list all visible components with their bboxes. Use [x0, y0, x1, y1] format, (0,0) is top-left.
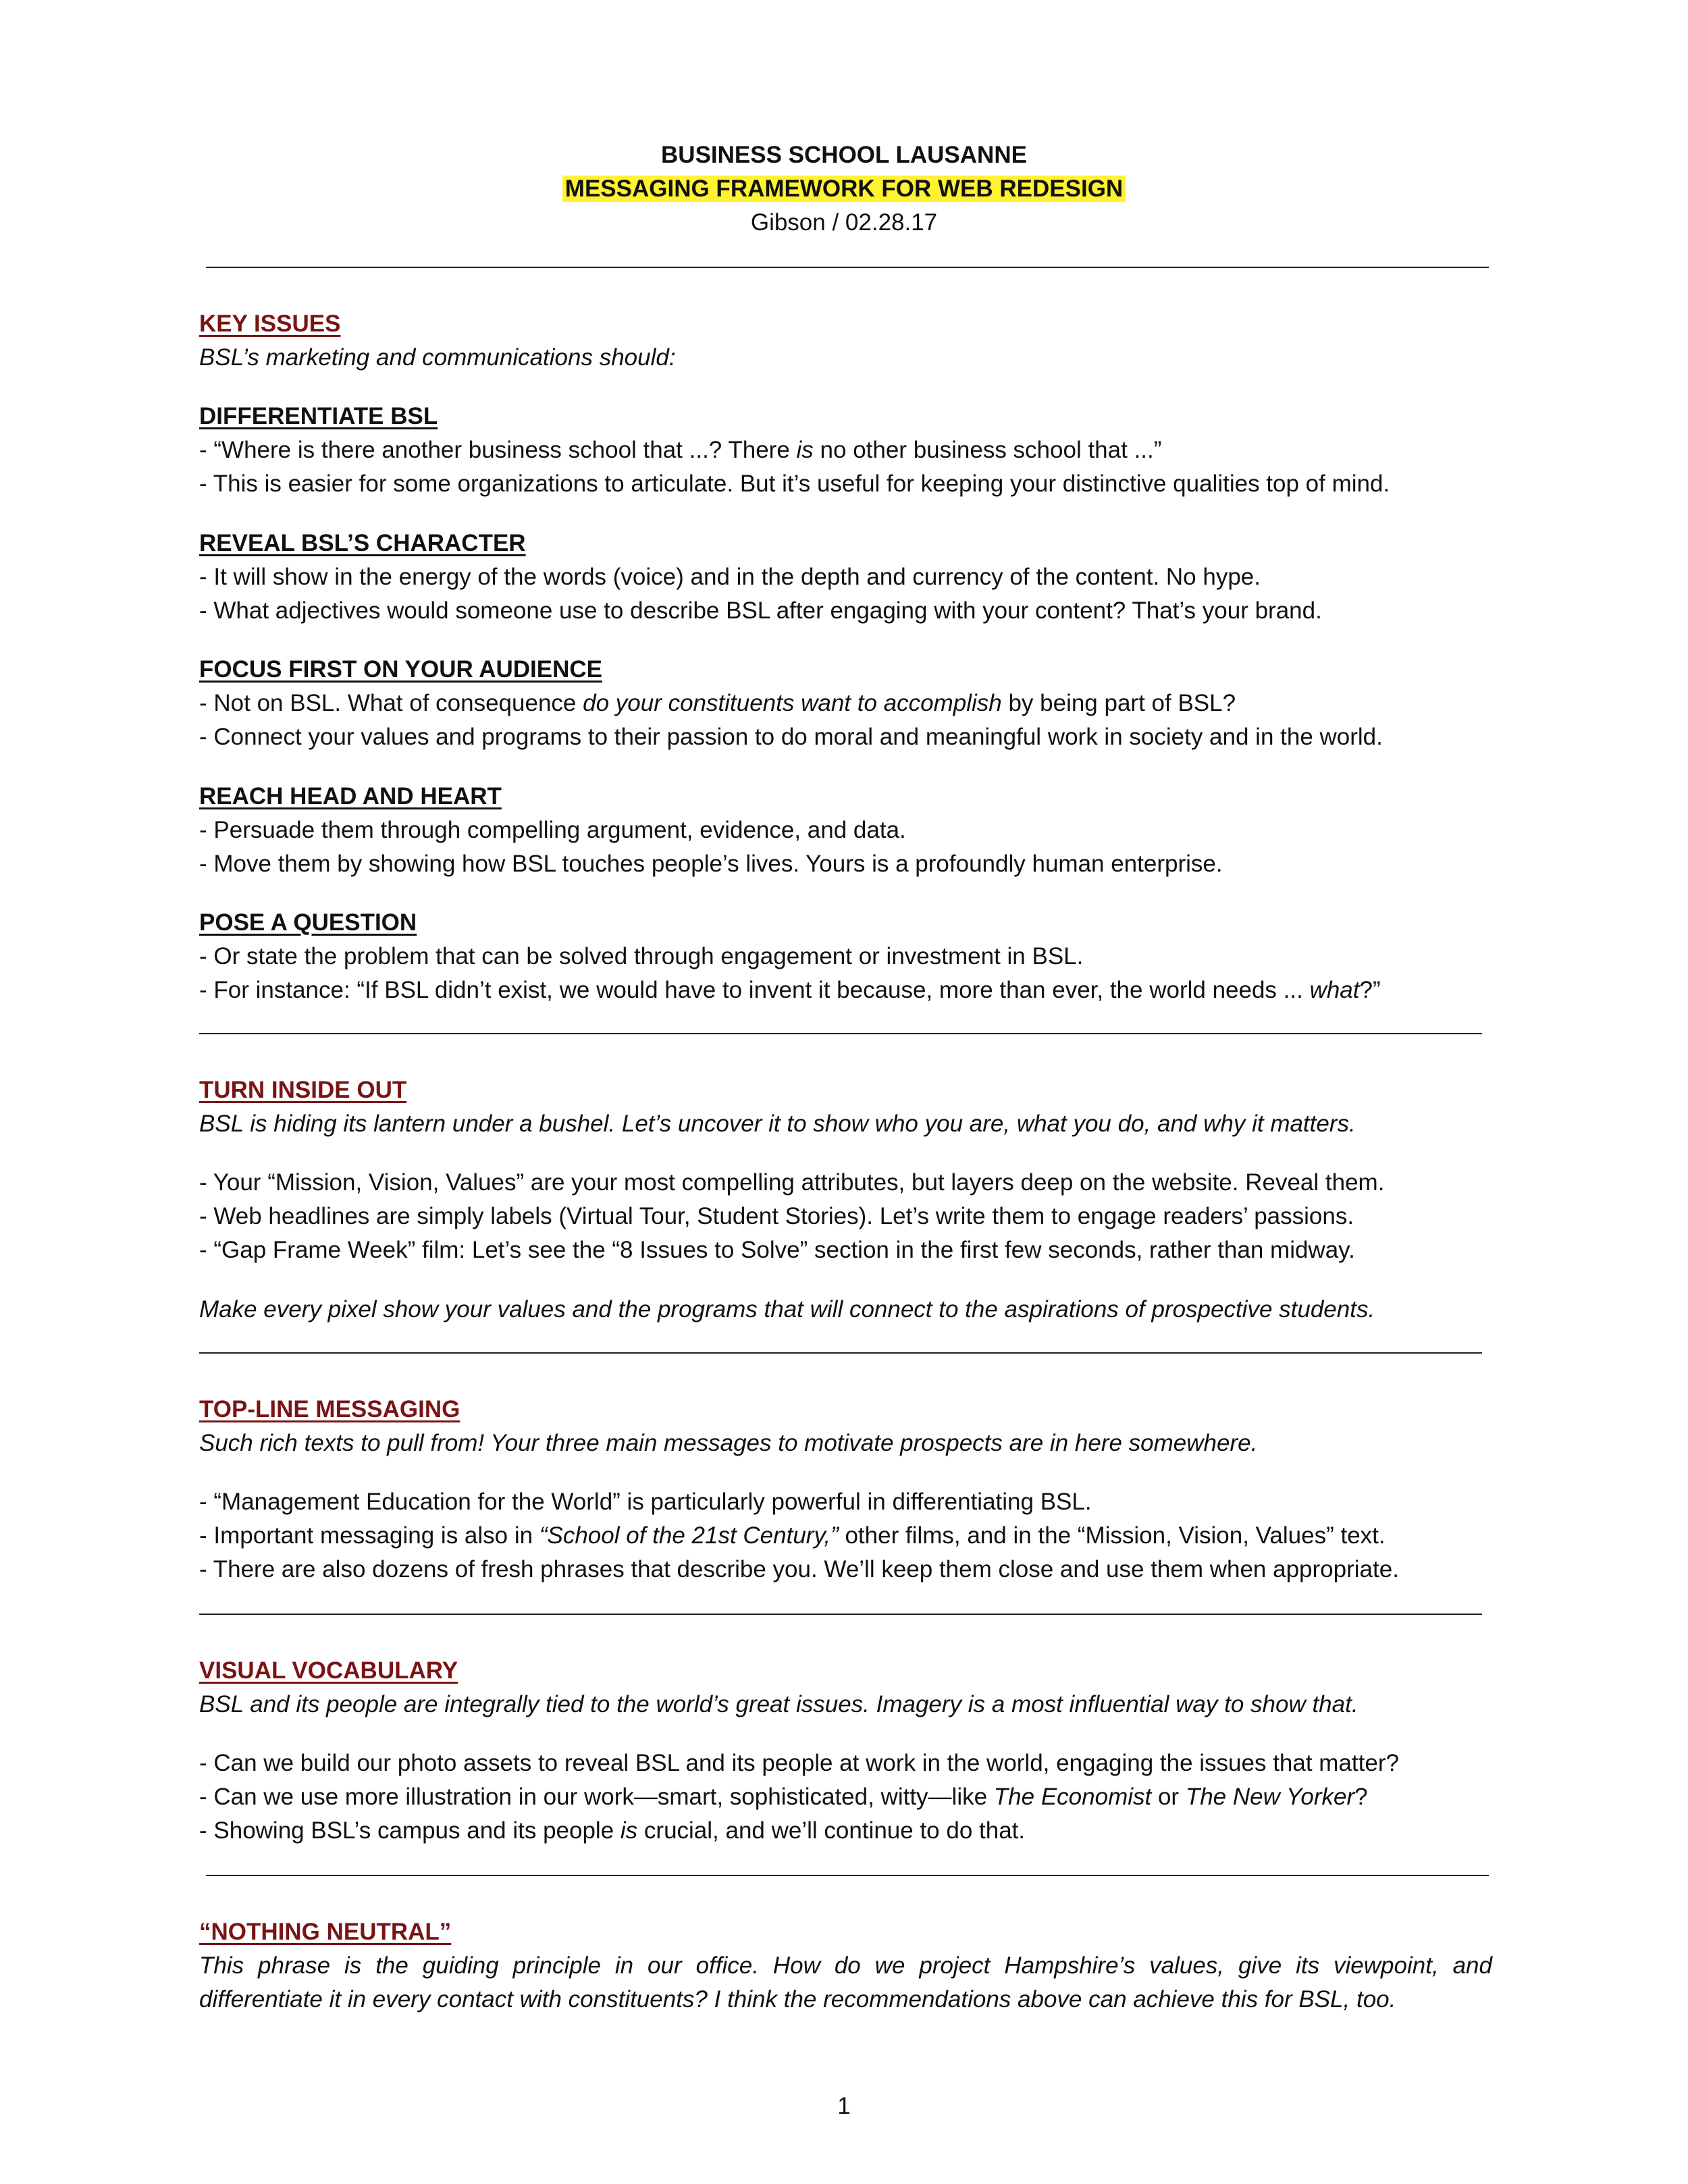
- inside-out-bullet-2: - Web headlines are simply labels (Virtual Tour, Student Stories). Let’s write them to engage readers’ passions.: [199, 1203, 1354, 1229]
- org-name: BUSINESS SCHOOL LAUSANNE: [661, 142, 1027, 168]
- divider: [206, 1875, 1489, 1876]
- question-heading: POSE A QUESTION: [199, 909, 417, 936]
- top-line-bullet-1: - “Management Education for the World” is particularly powerful in differentiating BSL.: [199, 1489, 1092, 1515]
- inside-out-bullet-3: - “Gap Frame Week” film: Let’s see the “8 Issues to Solve” section in the first few seconds, rather than midway.: [199, 1237, 1355, 1263]
- visual-bullet-2: - Can we use more illustration in our work—smart, sophisticated, witty—like The Economist or The New Yorker?: [199, 1784, 1368, 1810]
- divider: [206, 267, 1489, 268]
- head-heart-bullet-1: - Persuade them through compelling argument, evidence, and data.: [199, 817, 906, 843]
- top-line-intro: Such rich texts to pull from! Your three main messages to motivate prospects are in here somewhere.: [199, 1430, 1258, 1456]
- divider: [199, 1033, 1482, 1034]
- neutral-line-1: This phrase is the guiding principle in our office. How do we project Hampshire’s values, give its viewpoint, and: [199, 1952, 1492, 1979]
- visual-bullet-1: - Can we build our photo assets to reveal BSL and its people at work in the world, engaging the issues that matter?: [199, 1750, 1399, 1776]
- differentiate-bullet-2: - This is easier for some organizations to articulate. But it’s useful for keeping your distinctive qualities top of mind.: [199, 471, 1390, 497]
- head-heart-bullet-2: - Move them by showing how BSL touches people’s lives. Yours is a profoundly human enterprise.: [199, 851, 1223, 877]
- neutral-heading: “NOTHING NEUTRAL”: [199, 1919, 452, 1945]
- inside-out-intro: BSL is hiding its lantern under a bushel. Let’s uncover it to show who you are, what you do, and why it matters.: [199, 1111, 1356, 1137]
- inside-out-closing: Make every pixel show your values and the programs that will connect to the aspirations of prospective students.: [199, 1296, 1375, 1323]
- document-title: [0, 172, 1688, 206]
- differentiate-heading: DIFFERENTIATE BSL: [199, 403, 438, 429]
- visual-intro: BSL and its people are integrally tied to the world’s great issues. Imagery is a most influential way to show that.: [199, 1691, 1359, 1717]
- inside-out-heading: TURN INSIDE OUT: [199, 1077, 407, 1103]
- differentiate-bullet-1: - “Where is there another business school that ...? There is no other business school that ...”: [199, 437, 1162, 463]
- page-number: 1: [837, 2093, 851, 2119]
- top-line-heading: TOP-LINE MESSAGING: [199, 1396, 460, 1422]
- head-heart-heading: REACH HEAD AND HEART: [199, 783, 502, 809]
- character-bullet-2: - What adjectives would someone use to describe BSL after engaging with your content? That’s your brand.: [199, 597, 1322, 624]
- audience-bullet-2: - Connect your values and programs to their passion to do moral and meaningful work in society and in the world.: [199, 724, 1383, 750]
- audience-bullet-1: - Not on BSL. What of consequence do your constituents want to accomplish by being part of BSL?: [199, 690, 1236, 716]
- top-line-bullet-3: - There are also dozens of fresh phrases that describe you. We’ll keep them close and use them when appropriate.: [199, 1556, 1399, 1582]
- visual-heading: VISUAL VOCABULARY: [199, 1657, 458, 1684]
- neutral-line-2: differentiate it in every contact with constituents? I think the recommendations above can achieve this for BSL, too.: [199, 1986, 1396, 2013]
- divider: [199, 1352, 1482, 1354]
- question-bullet-2: - For instance: “If BSL didn’t exist, we would have to invent it because, more than ever, the world needs ... what?”: [199, 977, 1381, 1003]
- character-bullet-1: - It will show in the energy of the words (voice) and in the depth and currency of the content. No hype.: [199, 564, 1261, 590]
- character-heading: REVEAL BSL’S CHARACTER: [199, 530, 526, 556]
- visual-bullet-3: - Showing BSL’s campus and its people is crucial, and we’ll continue to do that.: [199, 1817, 1026, 1844]
- byline: Gibson / 02.28.17: [750, 209, 938, 236]
- inside-out-bullet-1: - Your “Mission, Vision, Values” are your most compelling attributes, but layers deep on the website. Reveal them.: [199, 1169, 1385, 1196]
- audience-heading: FOCUS FIRST ON YOUR AUDIENCE: [199, 656, 602, 683]
- key-issues-heading: KEY ISSUES: [199, 311, 341, 337]
- highlighted-title: MESSAGING FRAMEWORK FOR WEB REDESIGN: [562, 176, 1126, 202]
- top-line-bullet-2: - Important messaging is also in “School of the 21st Century,” other films, and in the “Mission, Vision, Values” text.: [199, 1522, 1386, 1549]
- question-bullet-1: - Or state the problem that can be solved through engagement or investment in BSL.: [199, 943, 1084, 969]
- divider: [199, 1614, 1482, 1615]
- key-issues-intro: BSL’s marketing and communications should:: [199, 344, 676, 371]
